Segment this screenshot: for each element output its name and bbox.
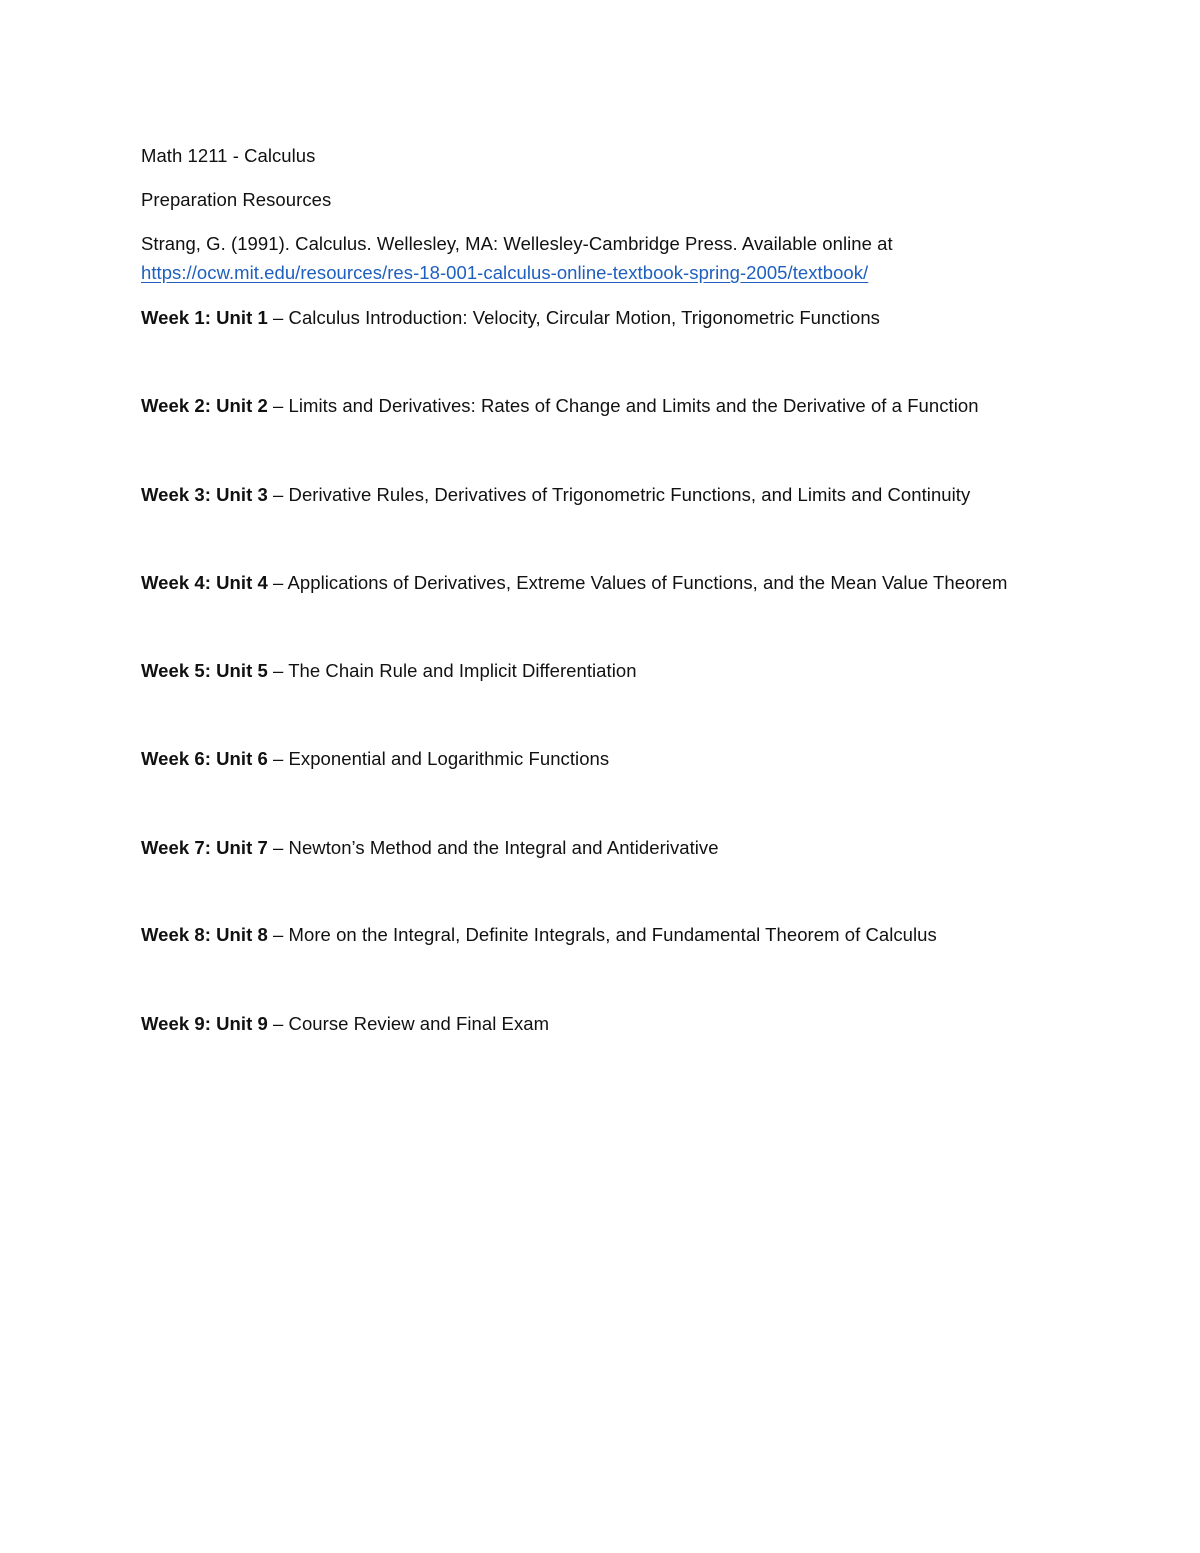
- week-9-topic: Course Review and Final Exam: [288, 1013, 550, 1034]
- week-2-topic: Limits and Derivatives: Rates of Change and Limits and the Derivative of a Function: [288, 395, 979, 416]
- week-6-entry: [141, 747, 609, 771]
- week-3-separator: –: [267, 484, 289, 505]
- week-2-label: Week 2: Unit 2: [141, 395, 268, 416]
- section-heading: Preparation Resources: [141, 189, 332, 210]
- week-5-entry: [141, 659, 637, 683]
- week-7-separator: –: [267, 837, 289, 858]
- week-9-entry: [141, 1012, 549, 1036]
- week-4-topic: Applications of Derivatives, Extreme Values of Functions, and the Mean Value Theorem: [287, 572, 1008, 593]
- week-8-separator: –: [267, 924, 289, 945]
- week-3-entry: [141, 483, 970, 507]
- course-title: Math 1211 - Calculus: [141, 145, 316, 166]
- week-7-topic: Newton’s Method and the Integral and Antiderivative: [288, 837, 719, 858]
- week-6-label: Week 6: Unit 6: [141, 748, 268, 769]
- week-7-entry: [141, 836, 719, 860]
- week-2-entry: [141, 394, 979, 418]
- week-8-topic: More on the Integral, Definite Integrals, and Fundamental Theorem of Calculus: [288, 924, 937, 945]
- week-4-label: Week 4: Unit 4: [141, 572, 268, 593]
- week-1-separator: –: [267, 307, 289, 328]
- week-9-separator: –: [267, 1013, 289, 1034]
- week-6-topic: Exponential and Logarithmic Functions: [288, 748, 610, 769]
- week-5-separator: –: [267, 660, 289, 681]
- week-1-label: Week 1: Unit 1: [141, 307, 268, 328]
- week-8-label: Week 8: Unit 8: [141, 924, 268, 945]
- week-1-entry: [141, 306, 880, 330]
- week-7-label: Week 7: Unit 7: [141, 837, 268, 858]
- week-8-entry: [141, 923, 937, 947]
- week-1-topic: Calculus Introduction: Velocity, Circular Motion, Trigonometric Functions: [288, 307, 880, 328]
- week-6-separator: –: [267, 748, 289, 769]
- textbook-link[interactable]: https://ocw.mit.edu/resources/res-18-001-calculus-online-textbook-spring-2005/textbook/: [141, 262, 869, 283]
- week-5-label: Week 5: Unit 5: [141, 660, 268, 681]
- week-3-label: Week 3: Unit 3: [141, 484, 268, 505]
- week-9-label: Week 9: Unit 9: [141, 1013, 268, 1034]
- week-4-entry: [141, 571, 1007, 595]
- week-2-separator: –: [267, 395, 289, 416]
- week-5-topic: The Chain Rule and Implicit Differentiation: [288, 660, 637, 681]
- week-3-topic: Derivative Rules, Derivatives of Trigonometric Functions, and Limits and Continuity: [288, 484, 971, 505]
- citation-text: Strang, G. (1991). Calculus. Wellesley, MA: Wellesley-Cambridge Press. Available online at: [141, 233, 893, 254]
- week-4-separator: –: [267, 572, 288, 593]
